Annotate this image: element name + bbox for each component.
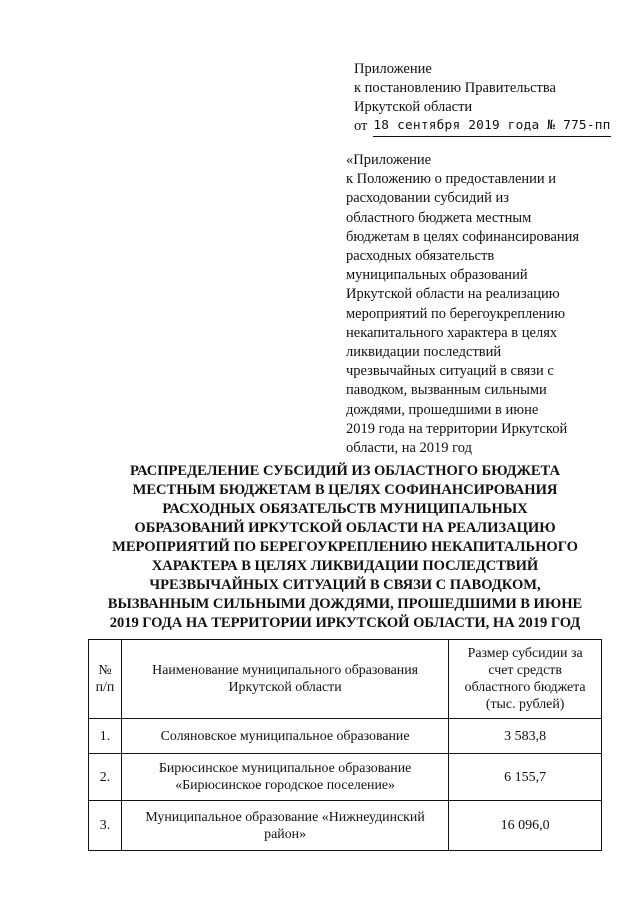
title-line: МЕСТНЫМ БЮДЖЕТАМ В ЦЕЛЯХ СОФИНАНСИРОВАНИЯ: [132, 482, 558, 498]
row-municipality-line: Муниципальное образование «Нижнеудинский: [145, 809, 425, 825]
header-name-line: Иркутской области: [228, 680, 342, 695]
header-name-line: Наименование муниципального образования: [152, 663, 419, 678]
row-municipality: [121, 801, 448, 851]
row-municipality: [121, 719, 448, 754]
row-amount: 6 155,7: [449, 754, 602, 801]
header-number: [89, 640, 122, 719]
title-line: 2019 ГОДА НА ТЕРРИТОРИИ ИРКУТСКОЙ ОБЛАСТИ, НА 2019 ГОД: [109, 615, 581, 631]
title-line: ВЫЗВАННЫМ СИЛЬНЫМИ ДОЖДЯМИ, ПРОШЕДШИМИ В ИЮНЕ: [107, 596, 583, 612]
regulation-line: муниципальных образований: [346, 267, 528, 284]
regulation-line: паводком, вызванным сильными: [346, 382, 547, 399]
regulation-line: бюджетам в целях софинансирования: [346, 228, 580, 245]
annex-date-value: 18 сентября 2019 года № 775-пп: [373, 116, 610, 137]
regulation-line: Иркутской области на реализацию: [346, 286, 560, 303]
title-line: ОБРАЗОВАНИЙ ИРКУТСКОЙ ОБЛАСТИ НА РЕАЛИЗАЦИЮ: [134, 520, 556, 536]
annex-title: Приложение: [354, 61, 432, 77]
annex-header: [354, 60, 614, 138]
document-title: [90, 462, 600, 633]
header-amount-line: Размер субсидии за: [467, 646, 583, 661]
regulation-line: ликвидации последствий: [346, 344, 502, 361]
row-number: 3.: [89, 801, 122, 851]
annex-date-line: [354, 117, 614, 138]
row-amount: 3 583,8: [449, 719, 602, 754]
regulation-line: областного бюджета местным: [346, 209, 532, 226]
title-line: РАСХОДНЫХ ОБЯЗАТЕЛЬСТВ МУНИЦИПАЛЬНЫХ: [162, 501, 528, 517]
annex-region: Иркутской области: [354, 99, 473, 115]
header-amount-line: областного бюджета: [464, 680, 586, 695]
subsidy-distribution-table: [88, 639, 602, 851]
header-municipality-name: [121, 640, 448, 719]
row-municipality: [121, 754, 448, 801]
regulation-line: мероприятий по берегоукреплению: [346, 305, 566, 322]
title-line: ХАРАКТЕРА В ЦЕЛЯХ ЛИКВИДАЦИИ ПОСЛЕДСТВИЙ: [151, 558, 539, 574]
table-row: [89, 719, 602, 754]
header-subsidy-amount: [449, 640, 602, 719]
regulation-line: области, на 2019 год: [346, 440, 472, 457]
row-number: 1.: [89, 719, 122, 754]
regulation-line: 2019 года на территории Иркутской: [346, 420, 568, 437]
annex-date-prefix: от: [354, 118, 368, 134]
header-amount-line: (тыс. рублей): [485, 697, 565, 712]
header-number-line: №: [98, 663, 112, 678]
regulation-line: чрезвычайных ситуаций в связи с: [346, 363, 554, 380]
regulation-annex-text: [346, 151, 598, 458]
row-amount: 16 096,0: [449, 801, 602, 851]
header-amount-line: счет средств: [488, 663, 562, 678]
regulation-line: «Приложение: [346, 152, 432, 168]
regulation-line: расходовании субсидий из: [346, 190, 509, 207]
regulation-line: к Положению о предоставлении и: [346, 171, 557, 188]
title-line: МЕРОПРИЯТИЙ ПО БЕРЕГОУКРЕПЛЕНИЮ НЕКАПИТАЛЬНОГО: [112, 539, 578, 555]
row-number: 2.: [89, 754, 122, 801]
row-municipality-line: Бирюсинское муниципальное образование: [158, 761, 412, 776]
header-number-line: п/п: [95, 680, 115, 695]
regulation-line: некапитального характера в целях: [346, 324, 558, 341]
table-row: [89, 801, 602, 851]
row-municipality-line: район»: [264, 826, 307, 842]
row-municipality-line: «Бирюсинское городское поселение»: [175, 778, 395, 793]
regulation-line: дождями, прошедшими в июне: [346, 401, 539, 418]
title-line: РАСПРЕДЕЛЕНИЕ СУБСИДИЙ ИЗ ОБЛАСТНОГО БЮДЖЕТА: [129, 463, 561, 479]
table-header-row: [89, 640, 602, 719]
row-municipality-line: Соляновское муниципальное образование: [160, 728, 410, 744]
title-line: ЧРЕЗВЫЧАЙНЫХ СИТУАЦИЙ В СВЯЗИ С ПАВОДКОМ,: [149, 577, 541, 593]
annex-reference: к постановлению Правительства: [354, 80, 556, 96]
table-row: [89, 754, 602, 801]
regulation-line: расходных обязательств: [346, 248, 495, 265]
